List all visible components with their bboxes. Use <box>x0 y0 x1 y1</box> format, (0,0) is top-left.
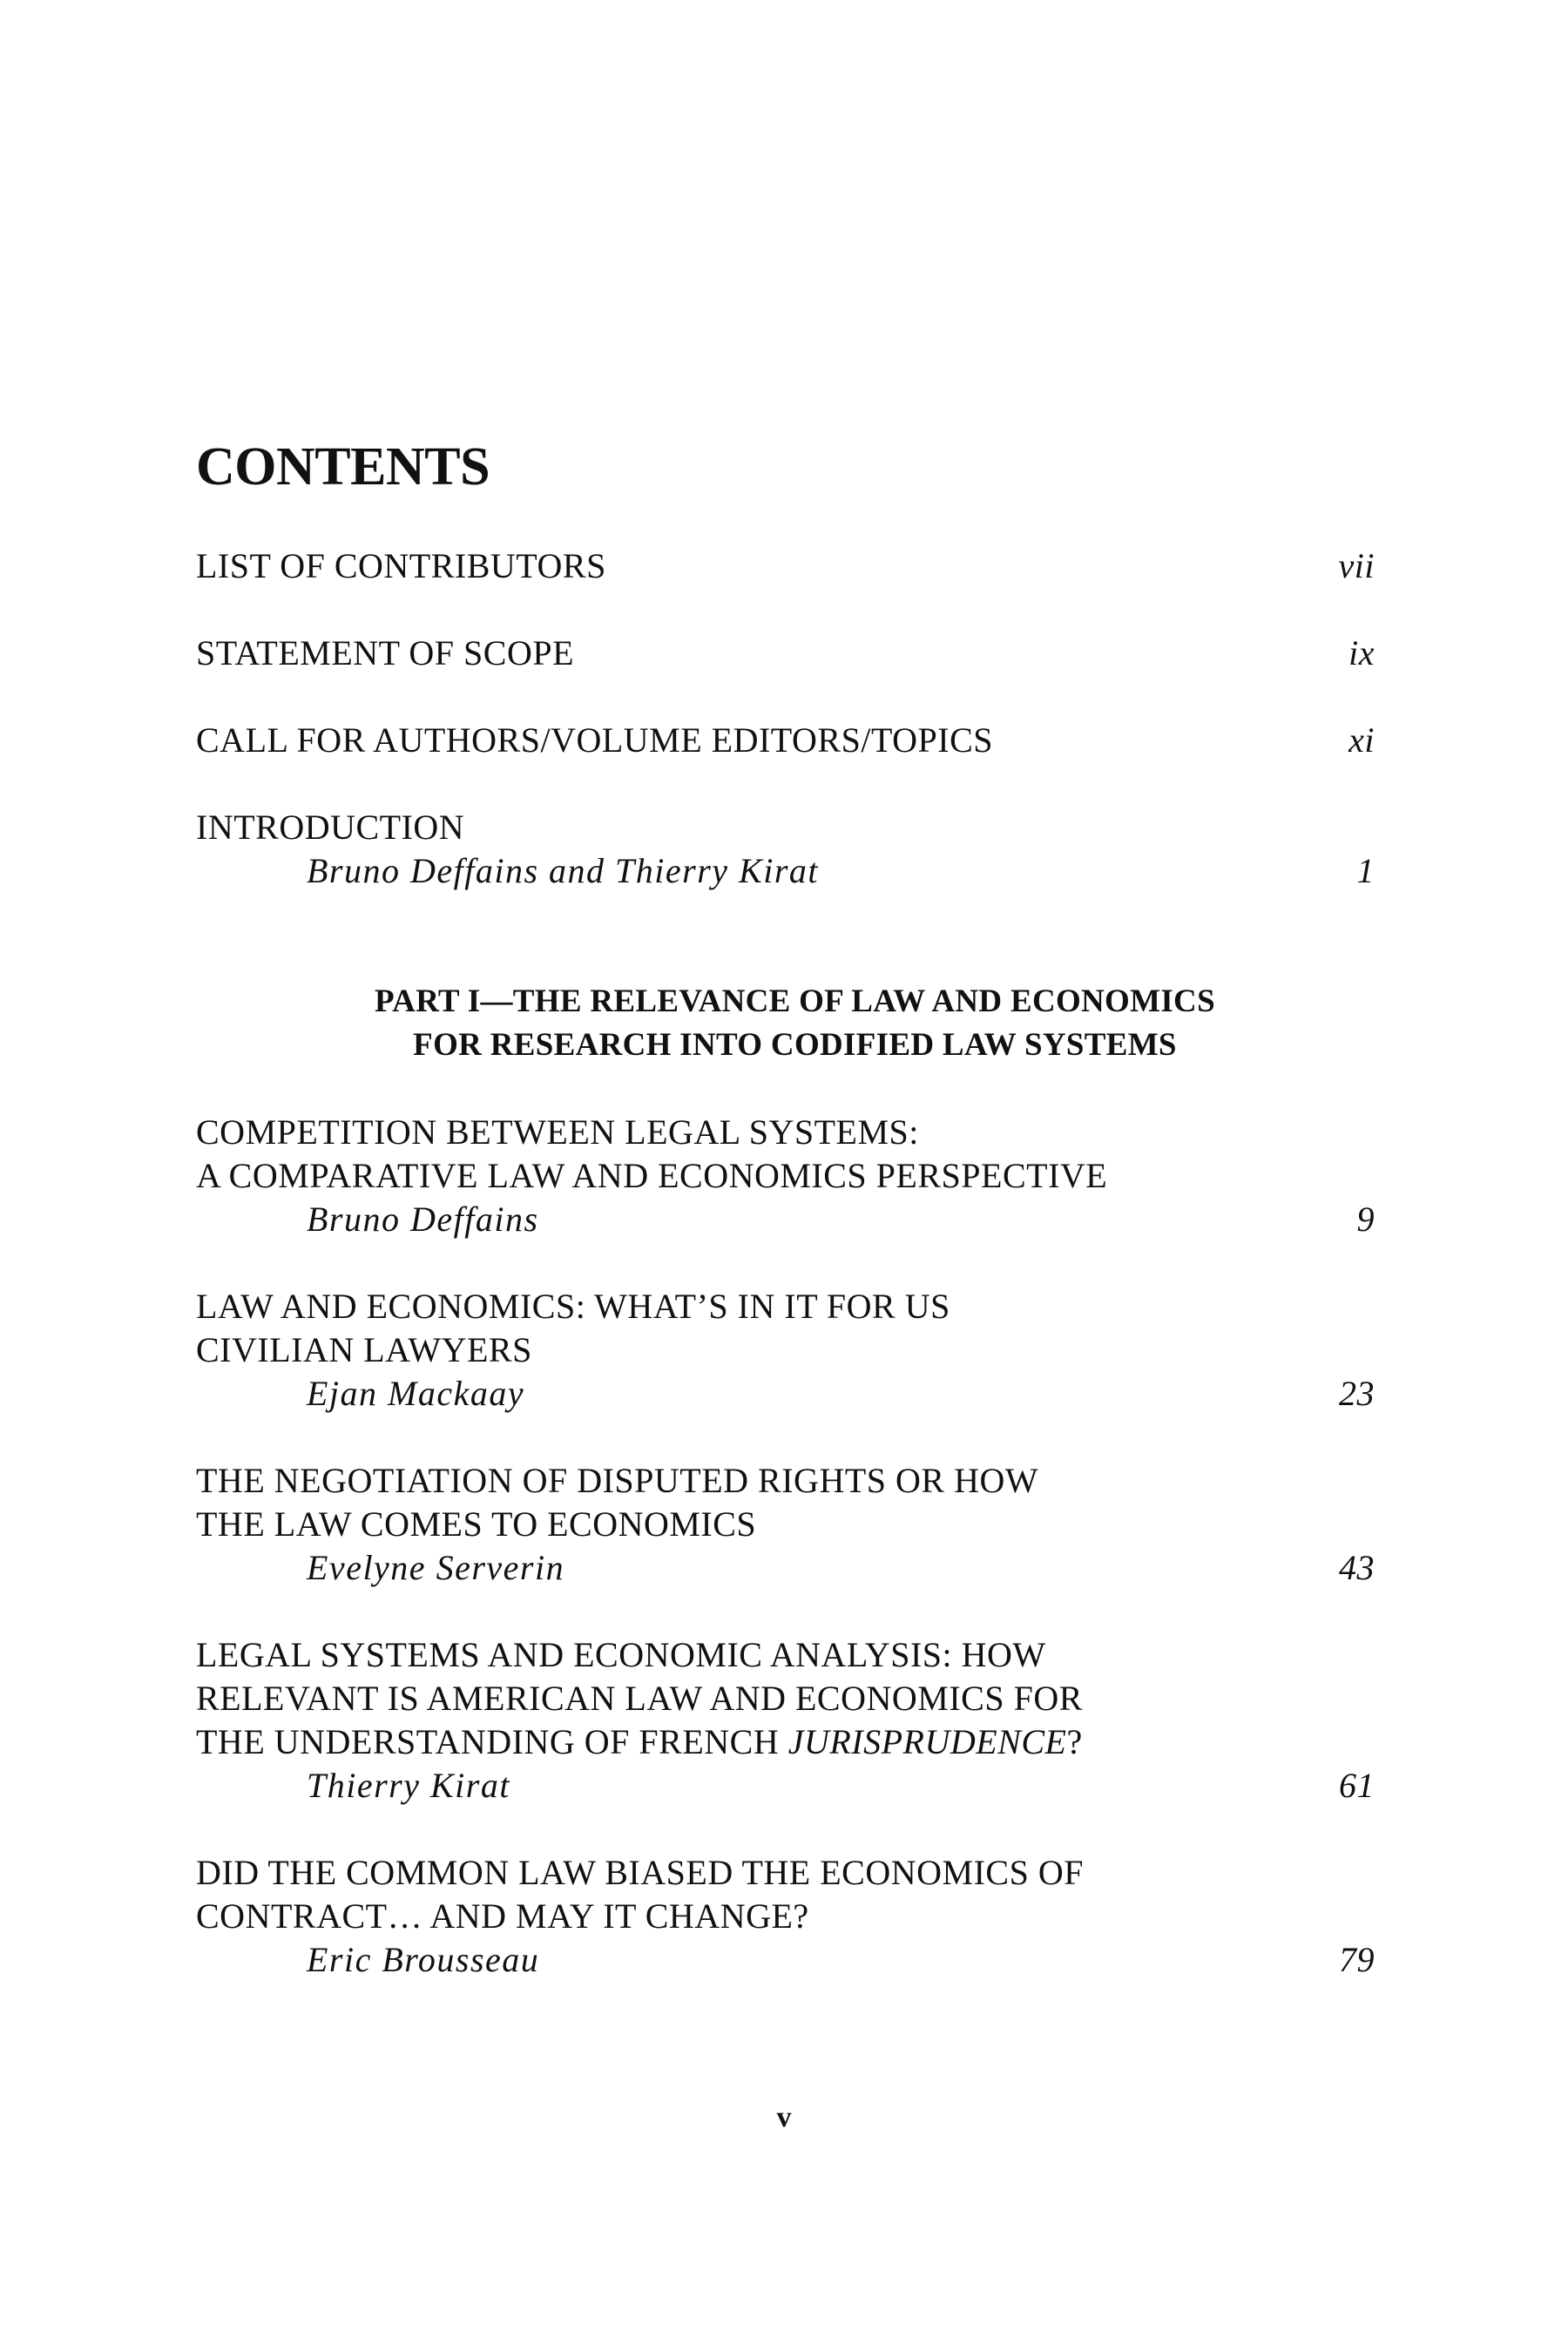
part-heading-line: PART I—THE RELEVANCE OF LAW AND ECONOMICS <box>375 983 1215 1019</box>
toc-entry-author: Ejan Mackaay <box>307 1374 525 1413</box>
toc-entry-chapter[interactable] <box>196 1285 1376 1416</box>
part-heading-line: FOR RESEARCH INTO CODIFIED LAW SYSTEMS <box>413 1027 1177 1063</box>
toc-entry-chapter[interactable] <box>196 1111 1376 1241</box>
table-of-contents <box>196 437 1376 2025</box>
toc-entry-title: LIST OF CONTRIBUTORS <box>196 546 606 585</box>
toc-entry-chapter[interactable] <box>196 1633 1376 1808</box>
toc-page-number: 79 <box>1339 1940 1375 1979</box>
toc-entry-title-line: COMPETITION BETWEEN LEGAL SYSTEMS: <box>196 1112 919 1152</box>
toc-page-number: ix <box>1348 633 1375 672</box>
toc-page-number: 23 <box>1339 1374 1375 1413</box>
title-text: THE UNDERSTANDING OF FRENCH <box>196 1722 788 1761</box>
toc-entry-title-line: DID THE COMMON LAW BIASED THE ECONOMICS OF <box>196 1853 1084 1892</box>
toc-entry-contributors[interactable] <box>196 544 1376 588</box>
toc-page-number: vii <box>1338 546 1375 585</box>
toc-entry-title-line: CONTRACT… AND MAY IT CHANGE? <box>196 1896 809 1936</box>
toc-entry-title: INTRODUCTION <box>196 808 465 847</box>
toc-entry-author: Bruno Deffains and Thierry Kirat <box>307 851 820 890</box>
part-heading <box>196 980 1376 1067</box>
toc-entry-title: STATEMENT OF SCOPE <box>196 633 575 672</box>
toc-page-number: 43 <box>1339 1548 1375 1587</box>
toc-entry-title-line: LEGAL SYSTEMS AND ECONOMIC ANALYSIS: HOW <box>196 1635 1046 1674</box>
toc-entry-introduction[interactable] <box>196 806 1376 893</box>
toc-entry-title-line: CIVILIAN LAWYERS <box>196 1330 532 1369</box>
toc-entry-title-line: THE LAW COMES TO ECONOMICS <box>196 1504 757 1544</box>
toc-entry-title-line: LAW AND ECONOMICS: WHAT’S IN IT FOR US <box>196 1287 950 1326</box>
toc-entry-title-line: A COMPARATIVE LAW AND ECONOMICS PERSPECTIVE <box>196 1156 1108 1195</box>
toc-entry-author: Evelyne Serverin <box>307 1548 565 1587</box>
toc-entry-call-for-authors[interactable] <box>196 719 1376 762</box>
toc-entry-author: Eric Brousseau <box>307 1940 540 1979</box>
title-text: ? <box>1066 1722 1083 1761</box>
toc-page-number: 9 <box>1356 1200 1375 1239</box>
toc-page-number: 61 <box>1339 1766 1375 1805</box>
toc-entry-title-line: RELEVANT IS AMERICAN LAW AND ECONOMICS FOR <box>196 1679 1083 1718</box>
page-title: CONTENTS <box>196 437 490 497</box>
toc-entry-author: Bruno Deffains <box>307 1200 539 1239</box>
page-folio: v <box>776 2101 792 2133</box>
toc-entry-author: Thierry Kirat <box>307 1766 510 1805</box>
toc-entry-chapter[interactable] <box>196 1851 1376 1982</box>
toc-entry-title-line: THE NEGOTIATION OF DISPUTED RIGHTS OR HOW <box>196 1461 1039 1500</box>
title-italic-text: JURISPRUDENCE <box>787 1722 1067 1761</box>
toc-entry-scope[interactable] <box>196 632 1376 675</box>
toc-page-number: 1 <box>1356 851 1375 890</box>
toc-entry-title: CALL FOR AUTHORS/VOLUME EDITORS/TOPICS <box>196 720 994 760</box>
toc-entry-title-line <box>196 1720 1376 1764</box>
toc-entry-chapter[interactable] <box>196 1459 1376 1590</box>
toc-page-number: xi <box>1348 720 1375 760</box>
